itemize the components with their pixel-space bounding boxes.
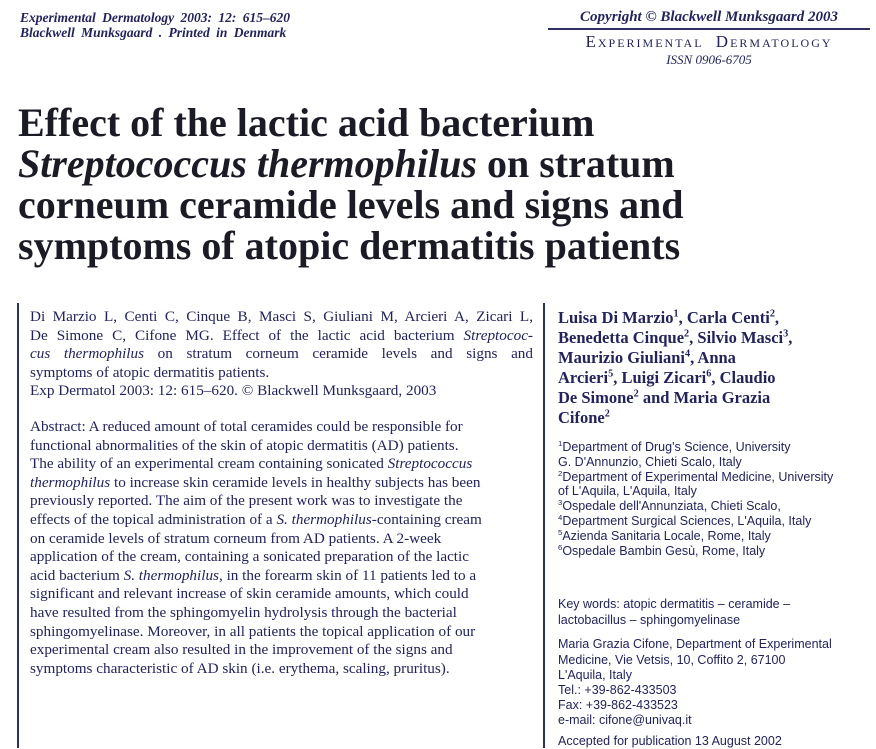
- correspondence-address: Maria Grazia Cifone, Department of Experimental Medicine, Vie Vetsis, 10, Coffito 2, 67100 L'Aquila, Italy Tel.: +39-862-433503 Fax: +39-862-433523 e-mail: cifone@univaq.it: [558, 637, 832, 728]
- abstract-text: Abstract: A reduced amount of total ceramides could be responsible for functional abnormalities of the skin of atopic dermatitis (AD) patients. The ability of an experimental cream containing sonicated Streptococcus thermophilus to increase skin ceramide levels in healthy subjects has been previously reported. The aim of the present work was to investigate the effects of the topical administration of a S. thermophilus-containing cream on ceramide levels of stratum corneum from AD patients. A 2-week application of the cream, containing a sonicated preparation of the lactic acid bacterium S. thermophilus, in the forearm skin of 11 patients led to a significant and relevant increase of skin ceramide amounts, which could have resulted from the sphingomyelin hydrolysis through the bacterial sphingomyelinase. Moreover, in all patients the topical application of our experimental cream also resulted in the improvement of the signs and symptoms characteristic of AD skin (i.e. erythema, scaling, pruritus).: [30, 417, 482, 677]
- copyright-notice: Copyright © Blackwell Munksgaard 2003: [548, 8, 870, 30]
- journal-issn: ISSN 0906-6705: [666, 52, 752, 67]
- keywords: Key words: atopic dermatitis – ceramide – lactobacillus – sphingomyelinase: [558, 597, 791, 627]
- journal-masthead: [548, 8, 870, 67]
- journal-name: Experimental Dermatology: [585, 32, 833, 51]
- journal-citation-header: Experimental Dermatology 2003: 12: 615–620 Blackwell Munksgaard . Printed in Denmark: [20, 10, 290, 40]
- author-list: Luisa Di Marzio$^1$, Carla Centi$^2$, Benedetta Cinque$^2$, Silvio Masci$^3$, Maurizio Giuliani$^4$, Anna Arcieri$^5$, Luigi Zicari$^6$, Claudio De Simone$^2$ and Maria Grazia Cifone$^2$: [558, 308, 793, 427]
- right-column: [543, 303, 876, 748]
- accepted-date: Accepted for publication 13 August 2002: [558, 733, 782, 748]
- article-title: Effect of the lactic acid bacterium Streptococcus thermophilus on stratum corneum ceramide levels and signs and symptoms of atopic dermatitis patients: [18, 100, 684, 268]
- left-column: [17, 303, 533, 748]
- affiliation-list: $^1$Department of Drug's Science, University G. D'Annunzio, Chieti Scalo, Italy $^2$Department of Experimental Medicine, University of L'Aquila, L'Aquila, Italy $^3$Ospedale dell'Annunziata, Chieti Scalo, $^4$Department Surgical Sciences, L'Aquila, Italy $^5$Azienda Sanitaria Locale, Rome, Italy $^6$Ospedale Bambin Gesù, Rome, Italy: [558, 438, 834, 558]
- article-citation: Di Marzio L, Centi C, Cinque B, Masci S, Giuliani M, Arcieri A, Zicari L, De Simone C, Cifone MG. Effect of the lactic acid bacterium Streptococ- cus thermophilus on stratum corneum ceramide levels and signs and symptoms of atopic dermatitis patients. Exp Dermatol 2003: 12: 615–620. © Blackwell Munksgaard, 2003: [30, 308, 533, 400]
